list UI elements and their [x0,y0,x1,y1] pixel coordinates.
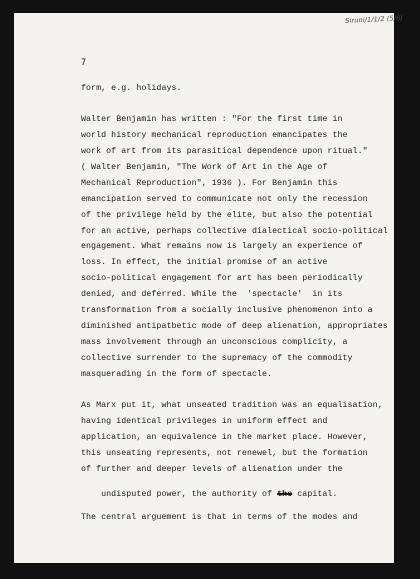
text-segment: capital. [292,490,338,499]
text-line: Mechanical Reproduction", 1936 ). For Benjamin this [81,179,338,188]
text-line: transformation from a socially inclusive phenomenon into a [81,306,373,315]
text-line: form, e.g. holidays. [81,84,182,93]
text-line: of further and deeper levels of alienation under the [81,465,343,474]
text-line: Walter Benjamin has written : "For the first time in [81,115,343,124]
text-segment: undisputed power, the authority of [101,490,278,499]
text-line: emancipation served to communicate not only the recession [81,195,368,204]
text-line: As Marx put it, what unseated tradition was an equalisation, [81,401,383,410]
text-line: having identical privileges in uniform effect and [81,417,328,426]
struck-word: the [277,490,293,499]
archive-reference-note: Siruni/1/1/2 (5/6) [345,13,404,25]
text-line: denied, and deferred. While the 'spectacle' in its [81,290,343,299]
text-line: loss. In effect, the initial promise of an active [81,258,328,267]
text-line: of the privilege held by the elite, but also the potential [81,211,373,220]
text-line: masquerading in the form of spectacle. [81,370,273,379]
document-page [14,13,404,563]
text-line: work of art from its parasitical dependence upon ritual." [81,147,368,156]
text-line-with-strikeout [81,481,338,508]
text-line: engagement. What remains now is largely an experience of [81,242,363,251]
text-line: world history mechanical reproduction emancipates the [81,131,348,140]
text-line: ( Walter Benjamin, "The Work of Art in the Age of [81,163,328,172]
text-line: diminished antipatbetic mode of deep alienation, appropriates [81,322,388,331]
text-line: mass involvement through an unconscious complicity, a [81,338,348,347]
text-line: The central arguement is that in terms of the modes and [81,513,358,522]
text-line: application, an equivalence in the market place. However, [81,433,368,442]
text-line: socio-political engagement for art has been periodically [81,274,363,283]
page-number: 7 [81,57,87,67]
text-line: this unseating represents, not renewel, but the formation [81,449,368,458]
text-line: for an active, perhaps collective dialectical socio-political [81,227,388,236]
text-line: collective surrender to the supremacy of the commodity [81,354,353,363]
